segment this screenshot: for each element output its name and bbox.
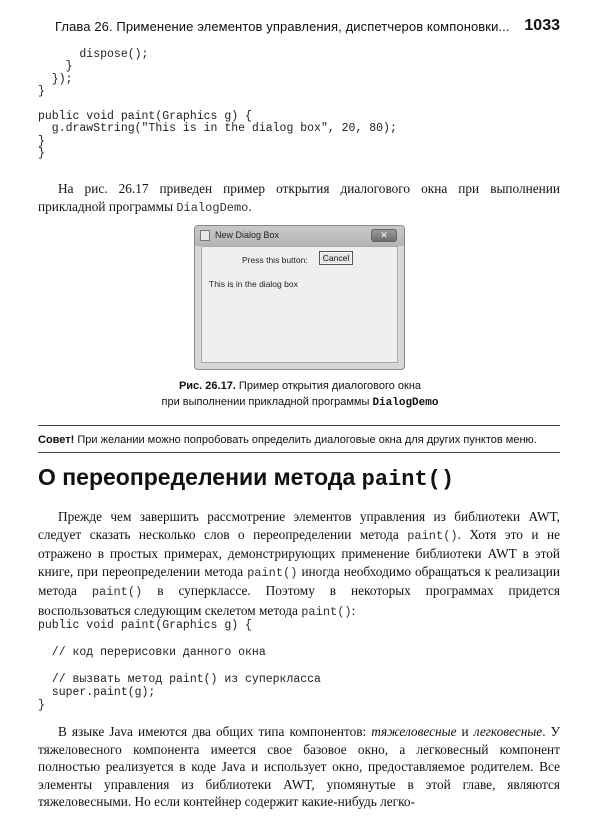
inline-code: DialogDemo	[176, 200, 249, 215]
paragraph-text: . Хотя это и не отражено в простых примерах, демонстрирующих применение библиотеки AWT в этой книге, при переопределении метода	[38, 526, 560, 579]
paragraph-text: На рис. 26.17 приведен пример открытия диалогового окна при выполнении прикладной программы	[38, 181, 560, 214]
tip-label: Совет!	[38, 434, 75, 446]
dialog-content	[201, 246, 398, 363]
paragraph-text: В языке Java имеются два общих типа компонентов:	[58, 724, 372, 739]
italic-term: тяжеловесные	[371, 724, 457, 739]
code-line: public void paint(Graphics g) {	[38, 110, 252, 124]
divider	[38, 452, 560, 453]
code-line: }	[38, 699, 45, 713]
paragraph-text: . У тяжеловесного компонента имеется свое базовое окно, а легковесный компонент полностью реализуется в коде Java и использует окно, предоставляемое родителем. Все элементы управления из библиотеки AWT, упомянутые в этой главе, являются тяжеловесными. Но если контейнер содержит какие-нибудь легко-	[38, 724, 560, 810]
paragraph-paint-override	[38, 508, 560, 622]
divider	[38, 425, 560, 426]
code-line: public void paint(Graphics g) {	[38, 619, 252, 632]
chapter-title: Глава 26. Применение элементов управления, диспетчеров компоновки...	[55, 19, 510, 34]
inline-code: paint()	[407, 528, 458, 543]
inline-code: paint()	[91, 585, 143, 600]
caption-text: при выполнении прикладной программы	[161, 396, 373, 408]
heading-code: paint()	[361, 467, 455, 492]
dialog-titlebar	[195, 226, 404, 246]
code-line: dispose();	[38, 48, 149, 61]
dialog-message: This is in the dialog box	[209, 279, 298, 289]
page-header	[55, 17, 560, 39]
code-line: }	[38, 60, 73, 74]
italic-term: легковесные	[473, 724, 543, 739]
code-line: }	[38, 85, 45, 99]
paragraph-component-types	[38, 723, 560, 811]
tip-note	[38, 434, 537, 446]
tip-text: При желании можно попробовать определить диалоговые окна для других пунктов меню.	[74, 434, 537, 446]
code-line: }	[38, 147, 45, 161]
figure-caption	[120, 378, 480, 411]
code-block-2	[38, 619, 321, 713]
code-line: }	[38, 134, 45, 148]
paragraph-text: в суперклассе. Поэтому в некоторых программах придется воспользоваться следующим скелетом метода	[38, 583, 560, 618]
paragraph-text: .	[248, 198, 252, 214]
cancel-button[interactable]: Cancel	[319, 251, 353, 265]
code-line: // вызвать метод paint() из суперкласса	[38, 672, 321, 686]
code-line: });	[38, 72, 73, 86]
page-number: 1033	[524, 17, 560, 34]
close-icon[interactable]: ✕	[371, 229, 397, 242]
section-heading	[38, 464, 454, 492]
inline-code: paint()	[301, 604, 352, 619]
code-line: super.paint(g);	[38, 686, 156, 700]
heading-text: О переопределении метода	[38, 464, 362, 490]
paragraph-figure-intro	[38, 180, 560, 217]
code-block-1	[38, 49, 397, 161]
paragraph-text: :	[351, 602, 356, 618]
java-window-icon	[200, 230, 210, 241]
figure-label: Рис. 26.17.	[178, 380, 236, 392]
dialog-screenshot	[194, 225, 405, 370]
paragraph-text: и	[456, 724, 474, 739]
code-line: // код перерисовки данного окна	[38, 645, 266, 659]
code-line: g.drawString("This is in the dialog box", 20, 80);	[38, 122, 397, 136]
paragraph-text: Прежде чем завершить рассмотрение элементов управления из библиотеки AWT, следует сказать несколько слов о переопределении метода	[38, 509, 560, 542]
dialog-prompt-label: Press this button:	[242, 255, 308, 265]
inline-code: paint()	[247, 565, 298, 580]
dialog-title: New Dialog Box	[215, 230, 280, 240]
caption-text: Пример открытия диалогового окна	[235, 380, 422, 392]
paragraph-text: иногда необходимо обращаться к реализации метода	[38, 563, 560, 599]
inline-code: DialogDemo	[372, 397, 439, 409]
